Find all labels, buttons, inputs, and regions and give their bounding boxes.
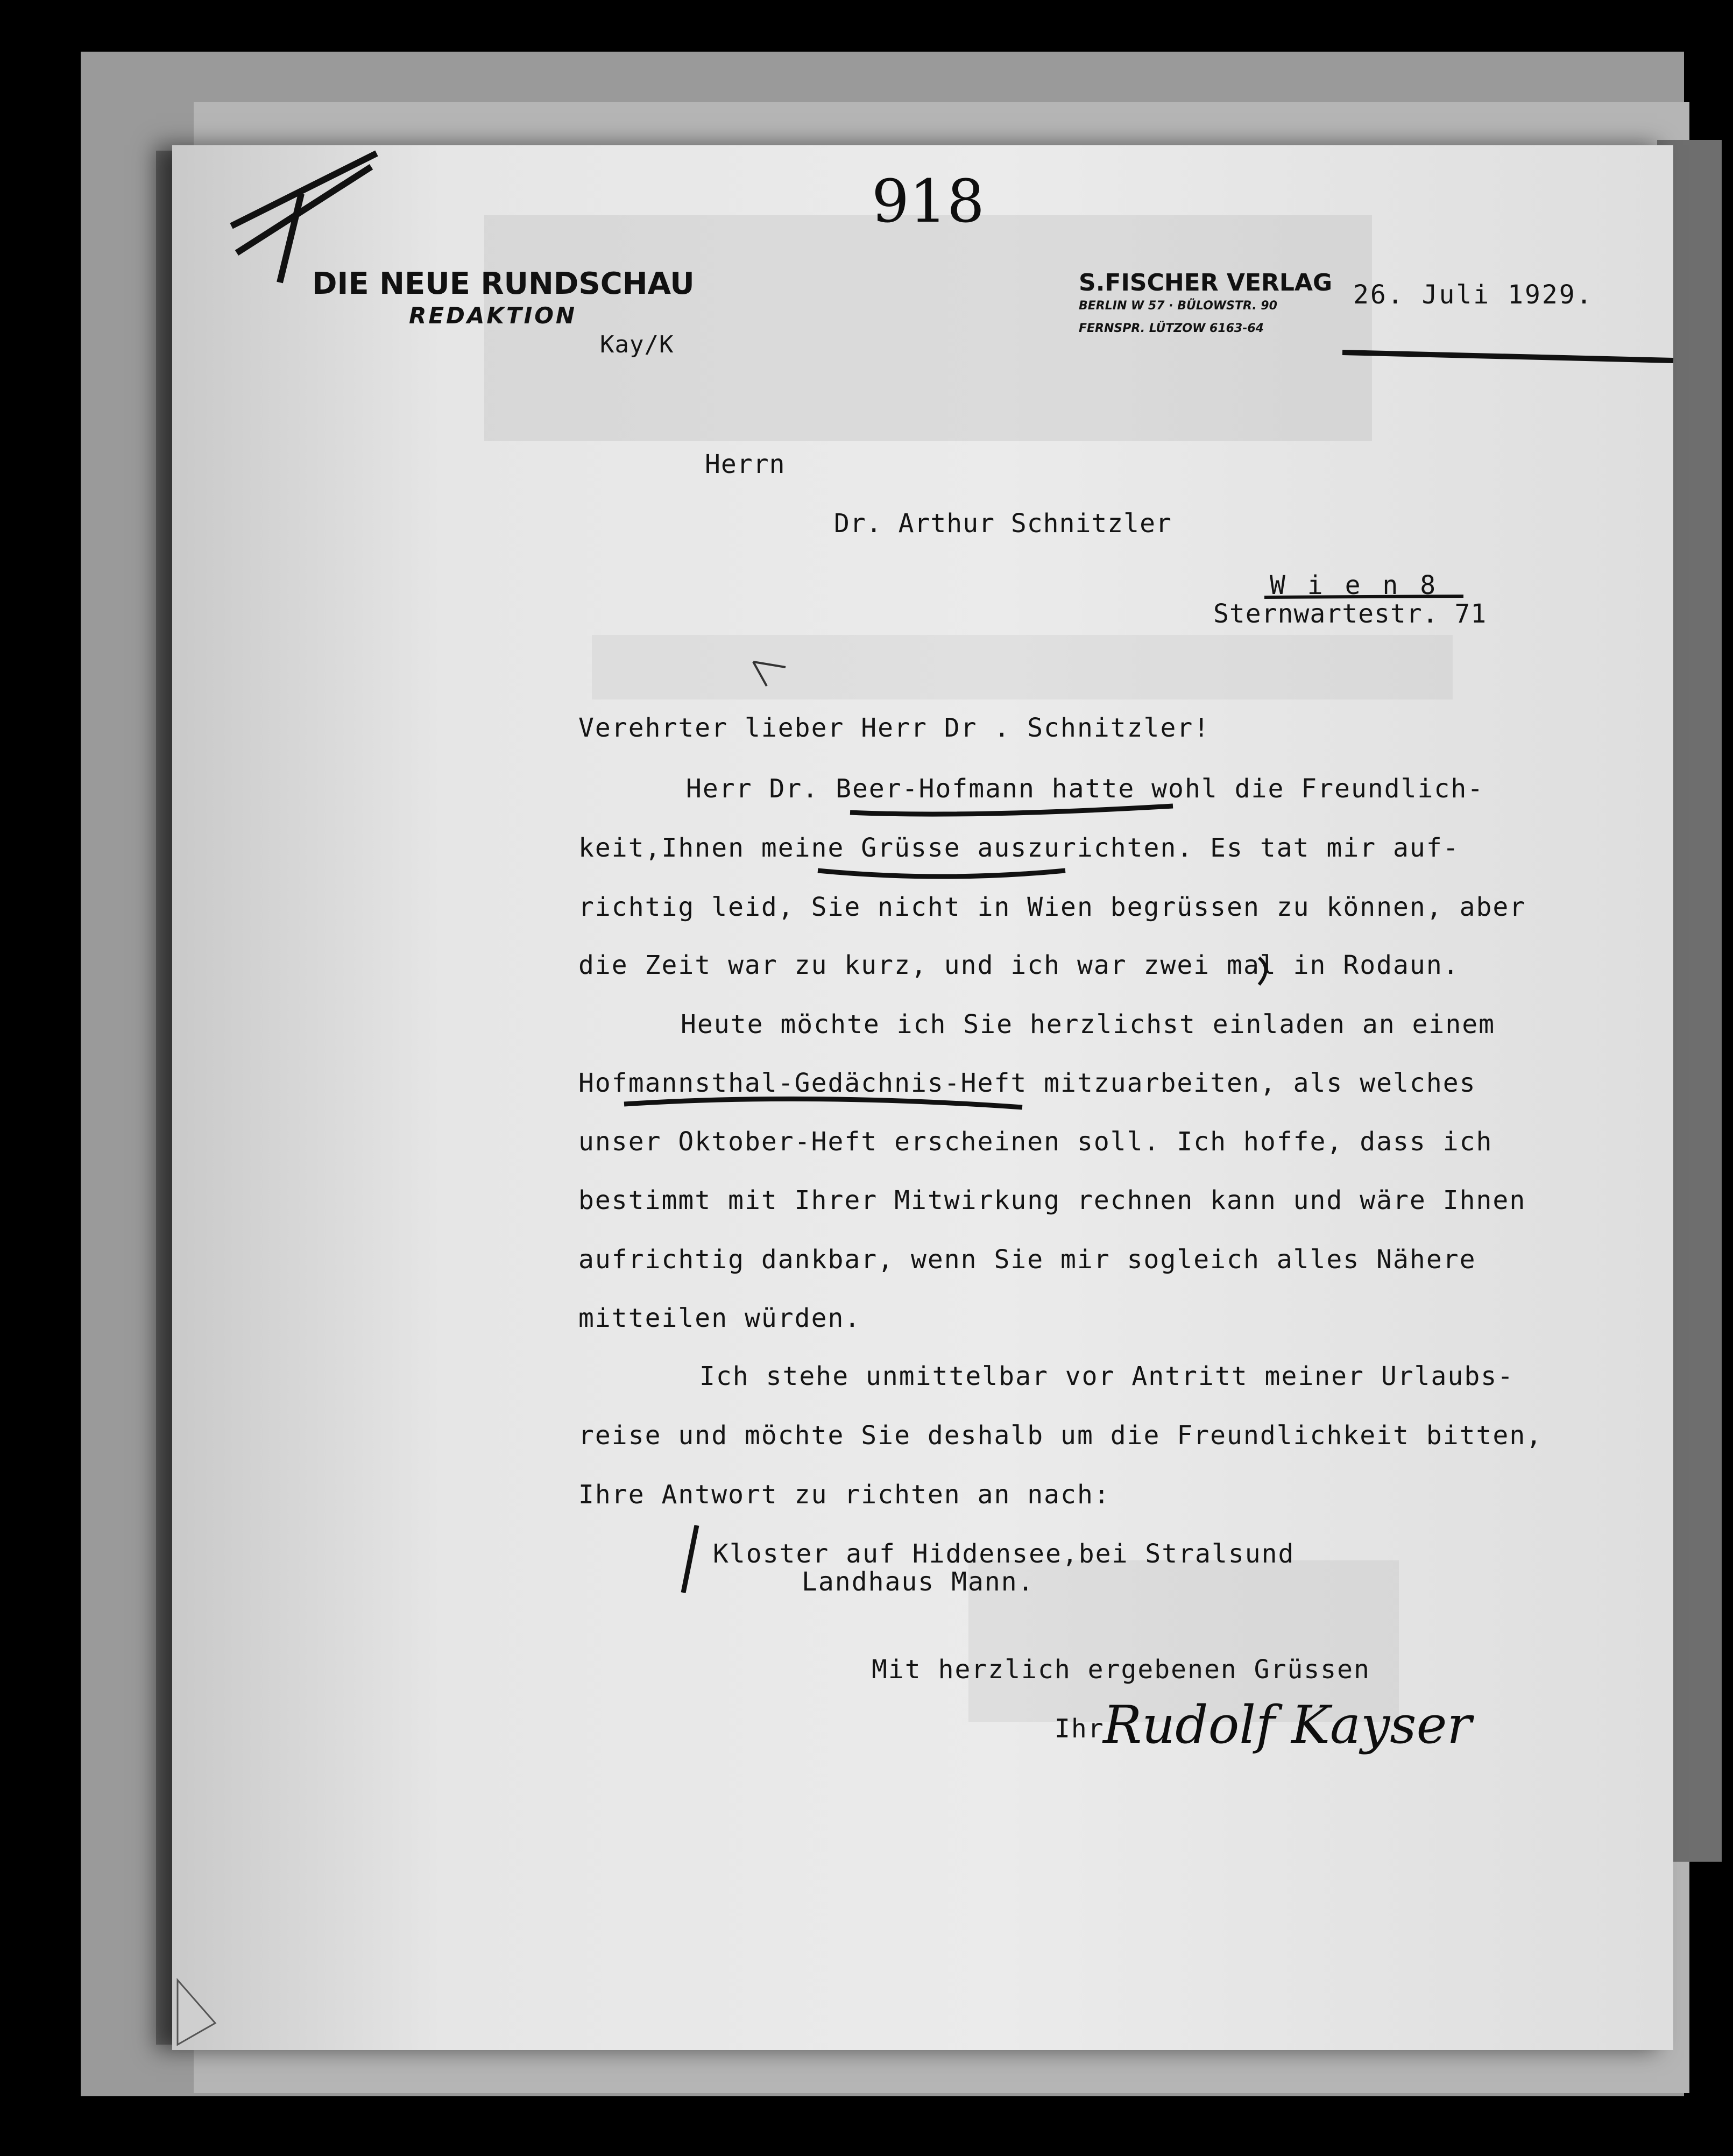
body-line: keit,Ihnen meine Grüsse auszurichten. Es tat mir auf- [578, 833, 1460, 863]
folded-corner [178, 1980, 215, 2045]
recipient-street: Sternwartestr. 71 [1213, 599, 1487, 629]
address-line: Landhaus Mann. [802, 1567, 1035, 1597]
body-line: Heute möchte ich Sie herzlichst einladen an einem [681, 1009, 1496, 1040]
letter-closing: Mit herzlich ergebenen Grüssen [872, 1655, 1370, 1685]
date-underline [1342, 352, 1673, 360]
address-margin-stroke [683, 1525, 697, 1593]
underline-hofmannsthal [624, 1099, 1022, 1107]
publisher-name: S.FISCHER VERLAG [1079, 269, 1333, 296]
underline-gruesse [818, 871, 1065, 876]
letter-date: 26. Juli 1929. [1353, 280, 1594, 310]
body-line: richtig leid, Sie nicht in Wien begrüssen zu können, aber [578, 892, 1526, 922]
body-line: Ich stehe unmittelbar vor Antritt meiner Urlaubs- [699, 1361, 1515, 1391]
body-line: mitteilen würden. [578, 1303, 861, 1333]
closing-pronoun: Ihr [1055, 1714, 1105, 1744]
folio-number: 918 [872, 167, 985, 236]
body-line: Ihre Antwort zu richten an nach: [578, 1480, 1110, 1510]
body-line: Hofmannsthal-Gedächnis-Heft mitzuarbeiten, als welches [578, 1068, 1476, 1098]
address-line: Kloster auf Hiddensee,bei Stralsund [713, 1539, 1295, 1569]
journal-name: DIE NEUE RUNDSCHAU [312, 266, 695, 301]
reference: Kay/K [600, 331, 674, 358]
corner-pencil-mark [231, 153, 377, 282]
zwei-mal-bracket [1259, 958, 1266, 985]
signature: Rudolf Kayser [1103, 1695, 1472, 1755]
underline-beer-hofmann [850, 806, 1173, 814]
body-line: unser Oktober-Heft erscheinen soll. Ich hoffe, dass ich [578, 1127, 1493, 1157]
body-line: Herr Dr. Beer-Hofmann hatte wohl die Freundlich- [686, 774, 1484, 804]
publisher-address: BERLIN W 57 · BÜLOWSTR. 90 [1079, 299, 1277, 313]
department: REDAKTION [409, 302, 577, 329]
body-line: bestimmt mit Ihrer Mitwirkung rechnen kann und wäre Ihnen [578, 1185, 1526, 1215]
body-line: aufrichtig dankbar, wenn Sie mir sogleich alles Nähere [578, 1245, 1476, 1275]
recipient-name: Dr. Arthur Schnitzler [834, 508, 1172, 539]
body-line: die Zeit war zu kurz, und ich war zwei mal in Rodaun. [578, 950, 1460, 980]
recipient-salutation: Herrn [705, 449, 786, 479]
recipient-city: W i e n 8 [1270, 570, 1439, 600]
letter-greeting: Verehrter lieber Herr Dr . Schnitzler! [578, 713, 1211, 743]
body-line: reise und möchte Sie deshalb um die Freundlichkeit bitten, [578, 1420, 1543, 1451]
city-underline [1264, 596, 1463, 597]
greeting-pencil-tick [753, 662, 786, 686]
publisher-phone: FERNSPR. LÜTZOW 6163-64 [1079, 322, 1264, 335]
